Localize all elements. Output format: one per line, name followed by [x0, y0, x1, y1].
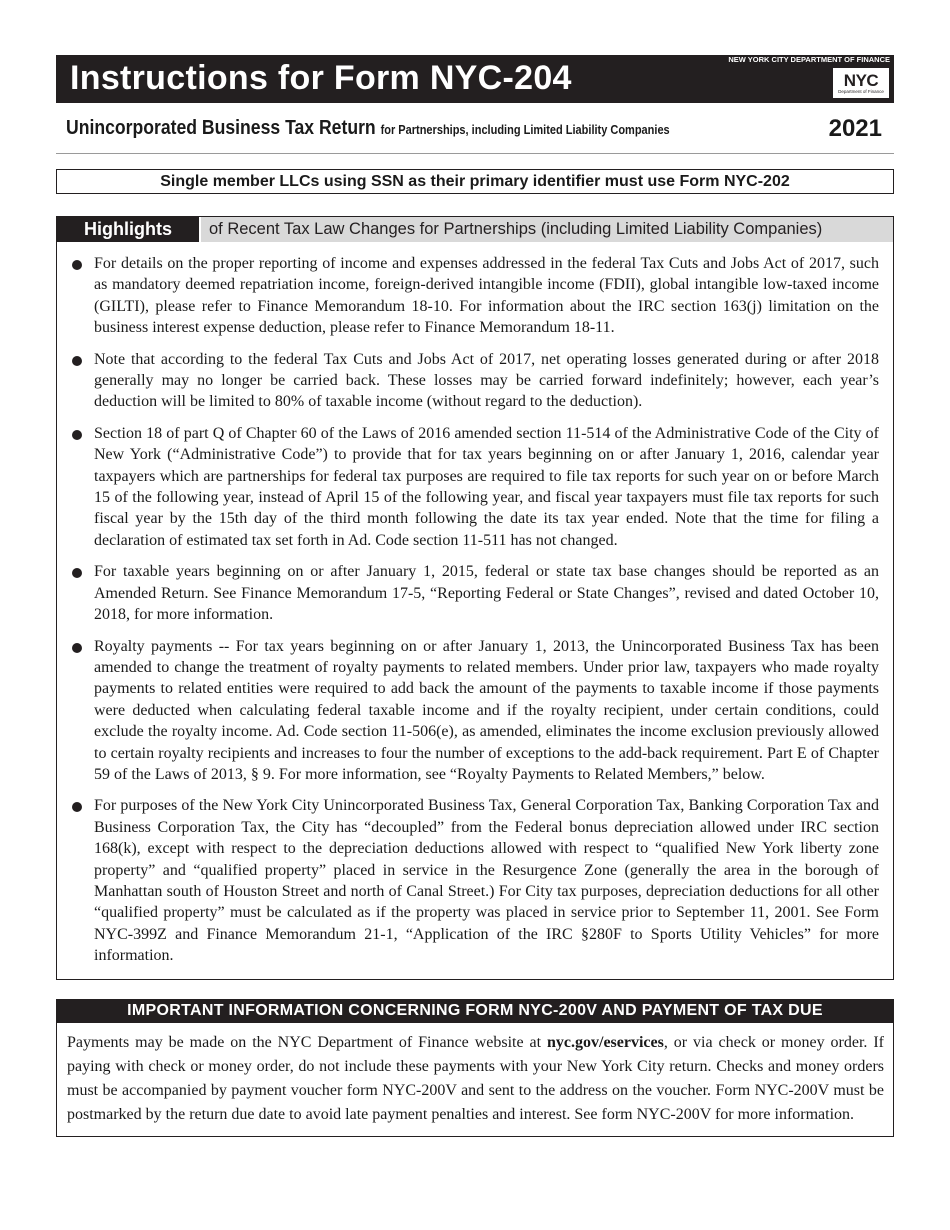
payment-text-after: , or via check or money order. If paying with check or money order, do not include these payments with your New York City return. Checks and money orders must be accompanied by payment voucher form NYC-200V and sent to the address on the voucher. Form NYC-200V must be postmarked by the return due date to avoid late payment penalties and interest. See form NYC-200V for more information. — [67, 1033, 884, 1123]
list-item-text: Note that according to the federal Tax Cuts and Jobs Act of 2017, net operating losses generated during or after 2018 generally may no longer be carried back. These losses may be carried forward indefinitely; however, each year’s deduction will be limited to 80% of taxable income (without regard to the deduction). — [94, 350, 879, 411]
subtitle-small-text: for Partnerships, including Limited Liability Companies — [380, 123, 670, 137]
title-bar — [56, 55, 894, 103]
bullet-icon — [72, 802, 82, 812]
important-info-body — [57, 1023, 893, 1136]
important-info-header: IMPORTANT INFORMATION CONCERNING FORM NYC-200V AND PAYMENT OF TAX DUE — [57, 1000, 893, 1023]
list-item-text: For details on the proper reporting of income and expenses addressed in the federal Tax Cuts and Jobs Act of 2017, such as mandatory deemed repatriation income, foreign-derived intangible income (FDII), global intangible low-taxed income (GILTI), please refer to Finance Memorandum 18-10. For information about the IRC section 163(j) limitation on the business interest expense deduction, please refer to Finance Memorandum 18-11. — [94, 255, 879, 337]
single-member-notice: Single member LLCs using SSN as their primary identifier must use Form NYC-202 — [56, 169, 894, 194]
bullet-icon — [72, 430, 82, 440]
highlights-label: Highlights — [57, 217, 199, 242]
list-item — [71, 561, 879, 625]
list-item — [71, 795, 879, 966]
highlights-header — [57, 217, 893, 242]
list-item-text: For purposes of the New York City Unincorporated Business Tax, General Corporation Tax, Banking Corporation Tax and Business Corporation Tax, the City has “decoupled” from the Federal bonus depreciation allowed under IRC section 168(k), except with respect to the depreciation deductions allowed with respect to “qualified New York liberty zone property” and “qualified property” placed in service in the Resurgence Zone (generally the area in the borough of Manhattan south of Houston Street and north of Canal Street.) For City tax purposes, depreciation deductions for all other “qualified property” must be calculated as if the property was placed in service prior to September 11, 2001. See Form NYC-399Z and Finance Memorandum 21-1, “Application of the IRC §280F to Sports Utility Vehicles” for more information. — [94, 797, 879, 965]
payment-text-before: Payments may be made on the NYC Department of Finance website at — [67, 1033, 547, 1051]
logo-main-text: NYC — [843, 70, 879, 90]
list-item — [71, 253, 879, 339]
logo-sub-text: Department of Finance — [838, 88, 884, 94]
bullet-icon — [72, 568, 82, 578]
department-label: NEW YORK CITY DEPARTMENT OF FINANCE — [728, 55, 890, 64]
subtitle-main-text: Unincorporated Business Tax Return — [66, 117, 376, 139]
page-title: Instructions for Form NYC-204 — [70, 59, 572, 97]
highlights-section — [56, 216, 894, 980]
important-info-section — [56, 999, 894, 1137]
instructions-page — [56, 55, 894, 1137]
bullet-icon — [72, 260, 82, 270]
form-subtitle — [66, 117, 670, 140]
bullet-icon — [72, 643, 82, 653]
bullet-icon — [72, 356, 82, 366]
highlights-subtitle: of Recent Tax Law Changes for Partnerships (including Limited Liability Companies) — [201, 217, 893, 242]
nyc-logo — [832, 67, 890, 99]
list-item — [71, 349, 879, 413]
list-item — [71, 423, 879, 551]
list-item-text: Section 18 of part Q of Chapter 60 of the Laws of 2016 amended section 11-514 of the Administrative Code of the City of New York (“Administrative Code”) to provide that for tax years beginning on or after January 1, 2016, calendar year taxpayers which are partnerships for federal tax purposes are required to file tax reports for such year on or before March 15 of the following year, instead of April 15 of the following year, and fiscal year taxpayers must file tax reports for such fiscal year by the 15th day of the third month following the date its tax year ended. Note that the time for filing a declaration of estimated tax set forth in Ad. Code section 11-511 has not changed. — [94, 424, 879, 549]
list-item — [71, 636, 879, 786]
highlights-list — [57, 242, 893, 979]
tax-year: 2021 — [828, 115, 882, 142]
list-item-text: Royalty payments -- For tax years beginning on or after January 1, 2013, the Unincorporated Business Tax has been amended to change the treatment of royalty payments to related members. Under prior law, taxpayers who made royalty payments to related entities were required to add back the amount of the payments to taxable income if those payments were deducted when calculating federal taxable income and if the royalty recipient, under certain conditions, could exclude the royalty income. Ad. Code section 11-506(e), as amended, eliminates the income exclusion previously allowed to certain royalty recipients and increases to four the number of exceptions to the add-back requirement. Part E of Chapter 59 of the Laws of 2013, § 9. For more information, see “Royalty Payments to Related Members,” below. — [94, 637, 879, 783]
subtitle-row — [56, 103, 894, 154]
eservices-link[interactable]: nyc.gov/eservices — [547, 1033, 664, 1051]
list-item-text: For taxable years beginning on or after January 1, 2015, federal or state tax base changes should be reported as an Amended Return. See Finance Memorandum 17-5, “Reporting Federal or State Changes”, revised and dated October 10, 2018, for more information. — [94, 563, 879, 624]
